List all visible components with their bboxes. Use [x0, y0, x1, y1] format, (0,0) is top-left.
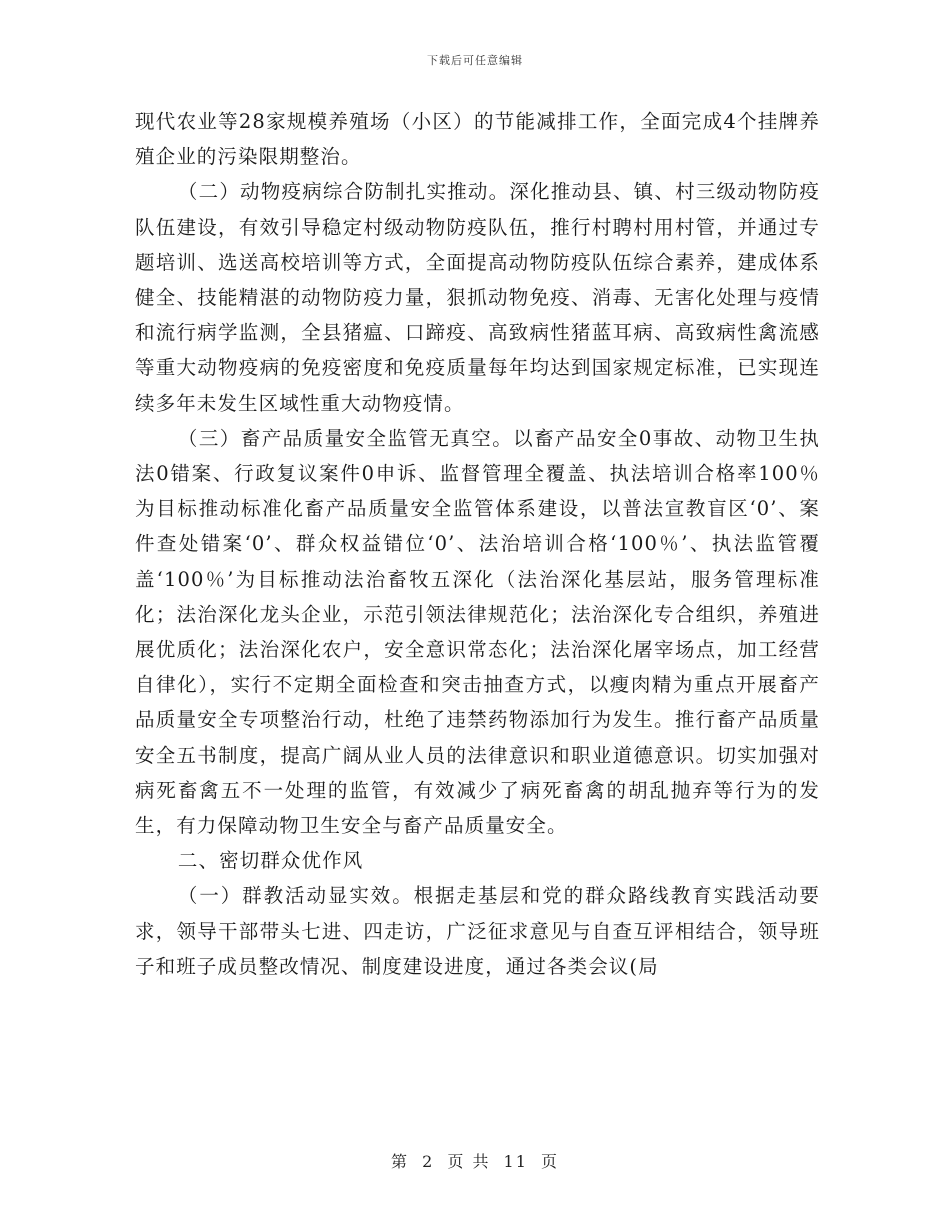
- page-number: 2: [422, 1152, 435, 1171]
- paragraph-4: （一）群教活动显实效。根据走基层和党的群众路线教育实践活动要求，领导干部带头七进、四走访，广泛征求意见与自查互评相结合，领导班子和班子成员整改情况、制度建设进度，通过各类会议(局: [135, 884, 820, 978]
- page-footer: [0, 1149, 950, 1172]
- footer-middle: 页 共: [447, 1152, 491, 1171]
- footer-suffix: 页: [541, 1152, 560, 1171]
- header-note: 下载后可任意编辑: [427, 54, 523, 67]
- section-heading: 二、密切群众优作风: [177, 849, 364, 873]
- footer-prefix: 第: [390, 1152, 409, 1171]
- paragraph-3: （三）畜产品质量安全监管无真空。以畜产品安全0事故、动物卫生执法0错案、行政复议案件0申诉、监督管理全覆盖、执法培训合格率100％为目标推动标准化畜产品质量安全监管体系建设，以普法宣教盲区‘0’、案件查处错案‘0’、群众权益错位‘0’、法治培训合格‘100％’、执法监管覆盖‘100％’为目标推动法治畜牧五深化（法治深化基层站，服务管理标准化；法治深化龙头企业，示范引领法律规范化；法治深化专合组织，养殖进展优质化；法治深化农户，安全意识常态化；法治深化屠宰场点，加工经营自律化），实行不定期全面检查和突击抽查方式，以瘦肉精为重点开展畜产品质量安全专项整治行动，杜绝了违禁药物添加行为发生。推行畜产品质量安全五书制度，提高广阔从业人员的法律意识和职业道德意识。切实加强对病死畜禽五不一处理的监管，有效减少了病死畜禽的胡乱抛弃等行为的发生，有力保障动物卫生安全与畜产品质量安全。: [135, 426, 820, 838]
- page-total: 11: [503, 1152, 528, 1171]
- paragraph-1: 现代农业等28家规模养殖场（小区）的节能减排工作，全面完成4个挂牌养殖企业的污染限期整治。: [135, 110, 820, 169]
- paragraph-2: （二）动物疫病综合防制扎实推动。深化推动县、镇、村三级动物防疫队伍建设，有效引导稳定村级动物防疫队伍，推行村聘村用村管，并通过专题培训、选送高校培训等方式，全面提高动物防疫队伍综合素养，建成体系健全、技能精湛的动物防疫力量，狠抓动物免疫、消毒、无害化处理与疫情和流行病学监测，全县猪瘟、口蹄疫、高致病性猪蓝耳病、高致病性禽流感等重大动物疫病的免疫密度和免疫质量每年均达到国家规定标准，已实现连续多年未发生区域性重大动物疫情。: [135, 180, 820, 415]
- document-body: [135, 104, 820, 984]
